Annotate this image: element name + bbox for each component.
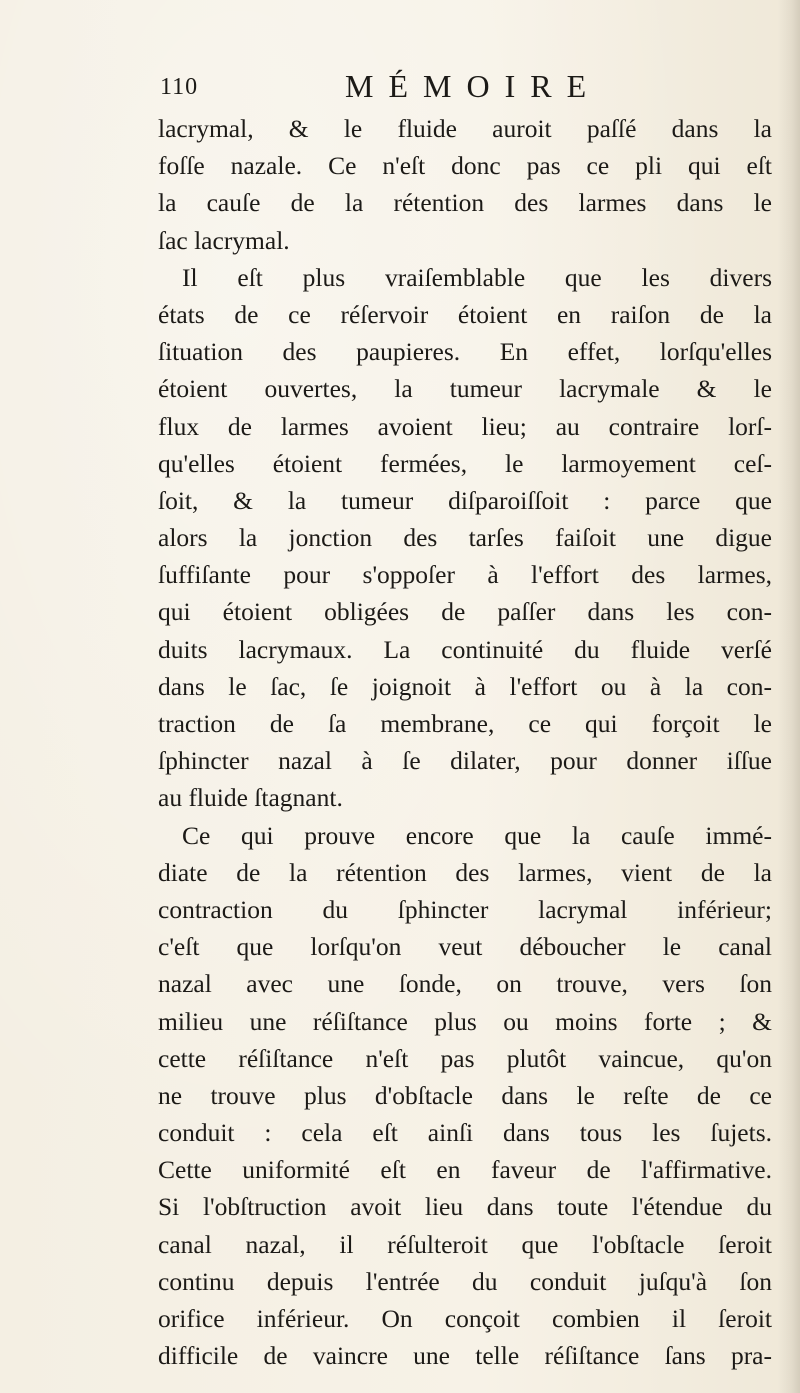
text-line: c'eſt que lorſqu'on veut déboucher le canal bbox=[158, 932, 772, 962]
text-line: états de ce réſervoir étoient en raiſon de la bbox=[158, 299, 772, 329]
text-line: milieu une réſiſtance plus ou moins forte ; & bbox=[158, 1006, 772, 1036]
running-head: MÉMOIRE bbox=[345, 68, 602, 104]
paragraph-start-line: Ce qui prouve encore que la cauſe immé- bbox=[182, 820, 772, 850]
text-line: ſituation des paupieres. En effet, lorſqu'elles bbox=[158, 337, 772, 367]
text-line: flux de larmes avoient lieu; au contraire lorſ- bbox=[158, 411, 772, 441]
text-line: conduit : cela eſt ainſi dans tous les ſujets. bbox=[158, 1118, 772, 1148]
text-line: lacrymal, & le fluide auroit paſſé dans la bbox=[158, 114, 772, 143]
page-number: 110 bbox=[160, 74, 199, 100]
page-edge-shadow bbox=[778, 0, 800, 1393]
text-line: étoient ouvertes, la tumeur lacrymale & le bbox=[158, 374, 772, 404]
text-line: contraction du ſphincter lacrymal inférieur; bbox=[158, 894, 772, 924]
text-line: continu depuis l'entrée du conduit juſqu'à ſon bbox=[158, 1266, 772, 1296]
text-line: ſuffiſante pour s'oppoſer à l'effort des larmes, bbox=[158, 560, 772, 590]
text-line: ſac lacrymal. bbox=[158, 225, 290, 255]
text-line: cette réſiſtance n'eſt pas plutôt vaincue, qu'on bbox=[158, 1043, 772, 1073]
text-line: la cauſe de la rétention des larmes dans le bbox=[158, 188, 772, 218]
page-header bbox=[160, 68, 770, 108]
text-line: foſſe nazale. Ce n'eſt donc pas ce pli qui eſt bbox=[158, 151, 772, 181]
text-line: diate de la rétention des larmes, vient de la bbox=[158, 857, 772, 887]
text-line: difficile de vaincre une telle réſiſtance ſans pra- bbox=[158, 1341, 772, 1371]
text-line: orifice inférieur. On conçoit combien il ſeroit bbox=[158, 1304, 772, 1333]
body-text bbox=[158, 110, 772, 1374]
text-line: qui étoient obligées de paſſer dans les con- bbox=[158, 597, 772, 627]
text-line: Si l'obſtruction avoit lieu dans toute l'étendue du bbox=[158, 1192, 772, 1222]
text-line: dans le ſac, ſe joignoit à l'effort ou à la con- bbox=[158, 671, 772, 701]
text-line: canal nazal, il réſulteroit que l'obſtacle ſeroit bbox=[158, 1229, 772, 1259]
text-line: ſphincter nazal à ſe dilater, pour donner iſſue bbox=[158, 746, 772, 776]
text-line: nazal avec une ſonde, on trouve, vers ſon bbox=[158, 969, 772, 999]
text-line: traction de ſa membrane, ce qui forçoit le bbox=[158, 709, 772, 738]
text-line: au fluide ſtagnant. bbox=[158, 783, 343, 813]
text-line: duits lacrymaux. La continuité du fluide verſé bbox=[158, 634, 772, 664]
paragraph-start-line: Il eſt plus vraiſemblable que les divers bbox=[182, 262, 772, 292]
text-line: Cette uniformité eſt en faveur de l'affirmative. bbox=[158, 1155, 772, 1185]
text-line: alors la jonction des tarſes faiſoit une digue bbox=[158, 523, 772, 553]
text-line: ſoit, & la tumeur diſparoiſſoit : parce que bbox=[158, 485, 772, 515]
text-line: ne trouve plus d'obſtacle dans le reſte de ce bbox=[158, 1080, 772, 1110]
text-line: qu'elles étoient fermées, le larmoyement ceſ- bbox=[158, 448, 772, 478]
